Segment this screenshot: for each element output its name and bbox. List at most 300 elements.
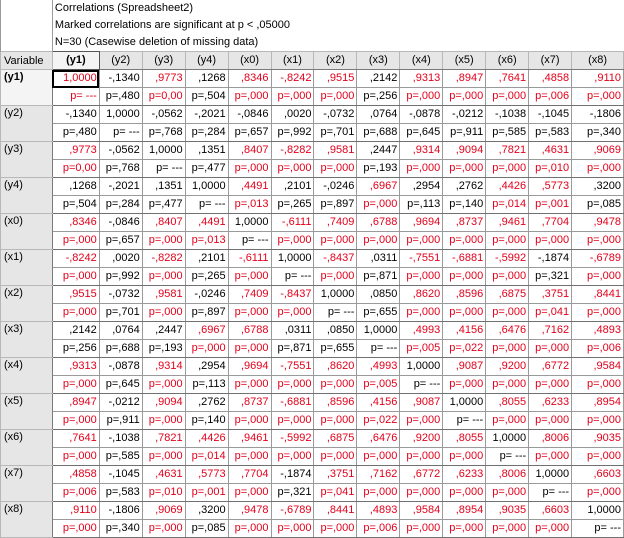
correlation-cell[interactable]: ,8596 bbox=[314, 394, 357, 412]
p-value-cell[interactable]: p=,000 bbox=[400, 88, 443, 106]
correlation-cell[interactable]: ,8407 bbox=[142, 214, 185, 232]
p-value-cell[interactable]: p=,000 bbox=[52, 448, 99, 466]
correlation-cell[interactable]: ,1351 bbox=[142, 178, 185, 196]
p-value-cell[interactable]: p=,022 bbox=[357, 412, 400, 430]
p-value-cell[interactable]: p=,000 bbox=[52, 412, 99, 430]
row-header[interactable]: (y1) bbox=[1, 70, 53, 106]
p-value-cell[interactable]: p=,000 bbox=[228, 448, 271, 466]
column-header[interactable]: (x7) bbox=[529, 52, 572, 70]
correlation-cell[interactable]: ,7162 bbox=[357, 466, 400, 484]
p-value-cell[interactable]: p=,193 bbox=[142, 340, 185, 358]
column-header[interactable]: (y3) bbox=[142, 52, 185, 70]
p-value-cell[interactable]: p=,000 bbox=[52, 268, 99, 286]
p-value-cell[interactable]: p=,000 bbox=[572, 412, 624, 430]
p-value-cell[interactable]: p=,006 bbox=[52, 484, 99, 502]
column-header[interactable]: (x3) bbox=[357, 52, 400, 70]
p-value-cell[interactable]: p=,000 bbox=[357, 232, 400, 250]
column-header[interactable]: (x0) bbox=[228, 52, 271, 70]
p-value-cell[interactable]: p=,645 bbox=[99, 376, 142, 394]
correlation-cell[interactable]: ,4858 bbox=[529, 70, 572, 88]
p-value-cell[interactable]: p=,284 bbox=[99, 196, 142, 214]
p-value-cell[interactable]: p=,256 bbox=[357, 88, 400, 106]
p-value-cell[interactable]: p=,000 bbox=[400, 160, 443, 178]
correlation-cell[interactable]: ,0764 bbox=[99, 322, 142, 340]
p-value-cell[interactable]: p=,583 bbox=[99, 484, 142, 502]
correlation-cell[interactable]: ,9584 bbox=[572, 358, 624, 376]
row-header[interactable]: (x8) bbox=[1, 502, 53, 538]
p-value-cell[interactable]: p=,000 bbox=[314, 232, 357, 250]
p-value-cell[interactable]: p=,897 bbox=[314, 196, 357, 214]
correlation-cell[interactable]: 1,0000 bbox=[486, 430, 529, 448]
p-value-cell[interactable]: p=,992 bbox=[99, 268, 142, 286]
correlation-cell[interactable]: ,9313 bbox=[52, 358, 99, 376]
row-header[interactable]: (x7) bbox=[1, 466, 53, 502]
p-value-cell[interactable]: p=,000 bbox=[314, 520, 357, 538]
correlation-cell[interactable]: ,6233 bbox=[443, 466, 486, 484]
p-value-cell[interactable]: p= --- bbox=[142, 160, 185, 178]
p-value-cell[interactable]: p= --- bbox=[400, 376, 443, 394]
correlation-cell[interactable]: ,8954 bbox=[443, 502, 486, 520]
correlation-cell[interactable]: ,9087 bbox=[400, 394, 443, 412]
p-value-cell[interactable]: p=,000 bbox=[228, 88, 271, 106]
p-value-cell[interactable]: p=,022 bbox=[443, 340, 486, 358]
correlation-cell[interactable]: -,2021 bbox=[99, 178, 142, 196]
p-value-cell[interactable]: p=,504 bbox=[52, 196, 99, 214]
correlation-cell[interactable]: -,2021 bbox=[185, 106, 228, 124]
row-header[interactable]: (y2) bbox=[1, 106, 53, 142]
p-value-cell[interactable]: p=,000 bbox=[400, 304, 443, 322]
correlation-cell[interactable]: -,0878 bbox=[400, 106, 443, 124]
p-value-cell[interactable]: p= --- bbox=[314, 304, 357, 322]
correlation-cell[interactable]: ,4893 bbox=[357, 502, 400, 520]
p-value-cell[interactable]: p=,041 bbox=[529, 304, 572, 322]
row-header[interactable]: (x4) bbox=[1, 358, 53, 394]
p-value-cell[interactable]: p= --- bbox=[52, 88, 99, 106]
correlation-cell[interactable]: ,6788 bbox=[357, 214, 400, 232]
p-value-cell[interactable]: p=,006 bbox=[357, 520, 400, 538]
p-value-cell[interactable]: p=,701 bbox=[99, 304, 142, 322]
correlation-cell[interactable]: -,0562 bbox=[99, 142, 142, 160]
p-value-cell[interactable]: p=,768 bbox=[99, 160, 142, 178]
correlation-cell[interactable]: ,9314 bbox=[400, 142, 443, 160]
column-header[interactable]: (y4) bbox=[185, 52, 228, 70]
correlation-cell[interactable]: -,0846 bbox=[228, 106, 271, 124]
correlation-cell[interactable]: -,6111 bbox=[228, 250, 271, 268]
correlation-cell[interactable]: ,2101 bbox=[271, 178, 314, 196]
p-value-cell[interactable]: p=,000 bbox=[142, 520, 185, 538]
column-header[interactable]: (y1) bbox=[52, 52, 99, 70]
p-value-cell[interactable]: p=,000 bbox=[400, 448, 443, 466]
p-value-cell[interactable]: p=,256 bbox=[52, 340, 99, 358]
correlation-cell[interactable]: -,0246 bbox=[185, 286, 228, 304]
correlation-cell[interactable]: -,1340 bbox=[99, 70, 142, 88]
correlation-cell[interactable]: -,6111 bbox=[271, 214, 314, 232]
correlation-cell[interactable]: -,7551 bbox=[271, 358, 314, 376]
correlation-cell[interactable]: ,8346 bbox=[228, 70, 271, 88]
p-value-cell[interactable]: p=,688 bbox=[99, 340, 142, 358]
p-value-cell[interactable]: p=,000 bbox=[486, 340, 529, 358]
correlation-cell[interactable]: 1,0000 bbox=[52, 70, 99, 88]
p-value-cell[interactable]: p=,000 bbox=[443, 268, 486, 286]
p-value-cell[interactable]: p=,000 bbox=[486, 484, 529, 502]
p-value-cell[interactable]: p=,897 bbox=[185, 304, 228, 322]
correlation-cell[interactable]: -,1806 bbox=[99, 502, 142, 520]
correlation-cell[interactable]: 1,0000 bbox=[357, 322, 400, 340]
row-header[interactable]: (x2) bbox=[1, 286, 53, 322]
p-value-cell[interactable]: p=,000 bbox=[486, 160, 529, 178]
p-value-cell[interactable]: p=,000 bbox=[357, 484, 400, 502]
p-value-cell[interactable]: p=,000 bbox=[572, 448, 624, 466]
p-value-cell[interactable]: p=,911 bbox=[99, 412, 142, 430]
p-value-cell[interactable]: p=,000 bbox=[142, 232, 185, 250]
column-header[interactable]: (x2) bbox=[314, 52, 357, 70]
correlation-cell[interactable]: -,8437 bbox=[314, 250, 357, 268]
correlation-cell[interactable]: ,3200 bbox=[572, 178, 624, 196]
correlation-cell[interactable]: ,4893 bbox=[572, 322, 624, 340]
p-value-cell[interactable]: p=,000 bbox=[314, 268, 357, 286]
correlation-cell[interactable]: 1,0000 bbox=[314, 286, 357, 304]
correlation-cell[interactable]: -,5992 bbox=[271, 430, 314, 448]
correlation-cell[interactable]: ,7409 bbox=[228, 286, 271, 304]
p-value-cell[interactable]: p=,000 bbox=[314, 88, 357, 106]
correlation-cell[interactable]: ,2142 bbox=[357, 70, 400, 88]
correlation-cell[interactable]: -,0246 bbox=[314, 178, 357, 196]
p-value-cell[interactable]: p=,006 bbox=[572, 340, 624, 358]
correlation-cell[interactable]: ,6967 bbox=[357, 178, 400, 196]
p-value-cell[interactable]: p=,000 bbox=[271, 520, 314, 538]
correlation-cell[interactable]: -,1038 bbox=[99, 430, 142, 448]
p-value-cell[interactable]: p=,000 bbox=[142, 412, 185, 430]
correlation-cell[interactable]: ,9515 bbox=[314, 70, 357, 88]
correlation-cell[interactable]: ,4491 bbox=[185, 214, 228, 232]
correlation-cell[interactable]: ,9313 bbox=[400, 70, 443, 88]
p-value-cell[interactable]: p=,000 bbox=[52, 232, 99, 250]
correlation-cell[interactable]: ,9478 bbox=[228, 502, 271, 520]
correlation-cell[interactable]: ,0850 bbox=[314, 322, 357, 340]
p-value-cell[interactable]: p=,477 bbox=[142, 196, 185, 214]
p-value-cell[interactable]: p=,014 bbox=[185, 448, 228, 466]
correlation-cell[interactable]: ,9461 bbox=[486, 214, 529, 232]
row-header[interactable]: (x1) bbox=[1, 250, 53, 286]
correlation-cell[interactable]: ,9200 bbox=[486, 358, 529, 376]
p-value-cell[interactable]: p=,321 bbox=[529, 268, 572, 286]
correlation-cell[interactable]: ,5773 bbox=[185, 466, 228, 484]
p-value-cell[interactable]: p=,013 bbox=[228, 196, 271, 214]
p-value-cell[interactable]: p=,000 bbox=[228, 484, 271, 502]
p-value-cell[interactable]: p=,000 bbox=[486, 232, 529, 250]
correlation-cell[interactable]: ,9094 bbox=[443, 142, 486, 160]
p-value-cell[interactable]: p=,000 bbox=[228, 376, 271, 394]
p-value-cell[interactable]: p=,265 bbox=[271, 196, 314, 214]
row-header[interactable]: (y4) bbox=[1, 178, 53, 214]
variable-column-header[interactable]: Variable bbox=[1, 52, 53, 70]
correlation-cell[interactable]: ,8055 bbox=[443, 430, 486, 448]
correlation-cell[interactable]: -,1340 bbox=[52, 106, 99, 124]
correlation-cell[interactable]: ,8620 bbox=[400, 286, 443, 304]
correlation-cell[interactable]: ,9515 bbox=[52, 286, 99, 304]
correlation-cell[interactable]: ,3751 bbox=[529, 286, 572, 304]
p-value-cell[interactable]: p=,001 bbox=[185, 484, 228, 502]
correlation-cell[interactable]: ,6603 bbox=[529, 502, 572, 520]
p-value-cell[interactable]: p=,000 bbox=[228, 520, 271, 538]
p-value-cell[interactable]: p=,911 bbox=[443, 124, 486, 142]
p-value-cell[interactable]: p=,000 bbox=[572, 232, 624, 250]
correlation-cell[interactable]: ,8596 bbox=[443, 286, 486, 304]
p-value-cell[interactable]: p=,000 bbox=[443, 232, 486, 250]
p-value-cell[interactable]: p=,000 bbox=[486, 412, 529, 430]
p-value-cell[interactable]: p=,000 bbox=[271, 232, 314, 250]
correlation-cell[interactable]: ,6875 bbox=[314, 430, 357, 448]
correlation-cell[interactable]: ,9581 bbox=[314, 142, 357, 160]
correlation-cell[interactable]: ,9314 bbox=[142, 358, 185, 376]
p-value-cell[interactable]: p=,340 bbox=[572, 124, 624, 142]
p-value-cell[interactable]: p=,585 bbox=[486, 124, 529, 142]
correlation-cell[interactable]: ,9478 bbox=[572, 214, 624, 232]
p-value-cell[interactable]: p=,000 bbox=[271, 448, 314, 466]
correlation-cell[interactable]: ,9035 bbox=[572, 430, 624, 448]
correlation-cell[interactable]: ,1351 bbox=[185, 142, 228, 160]
p-value-cell[interactable]: p=,113 bbox=[185, 376, 228, 394]
p-value-cell[interactable]: p= --- bbox=[271, 268, 314, 286]
p-value-cell[interactable]: p=,265 bbox=[185, 268, 228, 286]
correlation-cell[interactable]: 1,0000 bbox=[185, 178, 228, 196]
correlation-cell[interactable]: ,0311 bbox=[357, 250, 400, 268]
p-value-cell[interactable]: p=,000 bbox=[572, 160, 624, 178]
p-value-cell[interactable]: p=,992 bbox=[271, 124, 314, 142]
correlation-cell[interactable]: ,9694 bbox=[228, 358, 271, 376]
correlation-cell[interactable]: ,9581 bbox=[142, 286, 185, 304]
p-value-cell[interactable]: p=,085 bbox=[572, 196, 624, 214]
correlation-cell[interactable]: 1,0000 bbox=[228, 214, 271, 232]
correlation-cell[interactable]: ,1268 bbox=[52, 178, 99, 196]
correlation-cell[interactable]: ,6967 bbox=[185, 322, 228, 340]
p-value-cell[interactable]: p= --- bbox=[357, 340, 400, 358]
column-header[interactable]: (x8) bbox=[572, 52, 624, 70]
p-value-cell[interactable]: p=,284 bbox=[185, 124, 228, 142]
correlation-cell[interactable]: ,8055 bbox=[486, 394, 529, 412]
correlation-cell[interactable]: ,2101 bbox=[185, 250, 228, 268]
correlation-cell[interactable]: ,6875 bbox=[486, 286, 529, 304]
correlation-cell[interactable]: ,4631 bbox=[529, 142, 572, 160]
correlation-cell[interactable]: ,7704 bbox=[529, 214, 572, 232]
p-value-cell[interactable]: p=,000 bbox=[52, 304, 99, 322]
p-value-cell[interactable]: p=,000 bbox=[443, 88, 486, 106]
p-value-cell[interactable]: p=,000 bbox=[572, 484, 624, 502]
p-value-cell[interactable]: p= --- bbox=[228, 232, 271, 250]
correlation-cell[interactable]: ,4858 bbox=[52, 466, 99, 484]
p-value-cell[interactable]: p=,000 bbox=[572, 376, 624, 394]
correlation-cell[interactable]: ,9461 bbox=[228, 430, 271, 448]
correlation-cell[interactable]: -,1045 bbox=[99, 466, 142, 484]
correlation-cell[interactable]: ,9694 bbox=[400, 214, 443, 232]
correlation-cell[interactable]: ,6772 bbox=[529, 358, 572, 376]
p-value-cell[interactable]: p=,140 bbox=[185, 412, 228, 430]
p-value-cell[interactable]: p=,000 bbox=[443, 448, 486, 466]
p-value-cell[interactable]: p=,000 bbox=[142, 448, 185, 466]
column-header[interactable]: (x6) bbox=[486, 52, 529, 70]
correlation-cell[interactable]: ,4993 bbox=[400, 322, 443, 340]
correlation-cell[interactable]: 1,0000 bbox=[400, 358, 443, 376]
correlation-cell[interactable]: -,8437 bbox=[271, 286, 314, 304]
correlation-cell[interactable]: ,9110 bbox=[572, 70, 624, 88]
p-value-cell[interactable]: p=,655 bbox=[357, 304, 400, 322]
p-value-cell[interactable]: p=,000 bbox=[271, 304, 314, 322]
p-value-cell[interactable]: p=,000 bbox=[529, 376, 572, 394]
correlation-cell[interactable]: -,0732 bbox=[314, 106, 357, 124]
correlation-cell[interactable]: -,8242 bbox=[52, 250, 99, 268]
correlation-cell[interactable]: -,0212 bbox=[443, 106, 486, 124]
p-value-cell[interactable]: p=,000 bbox=[400, 412, 443, 430]
p-value-cell[interactable]: p=,480 bbox=[52, 124, 99, 142]
p-value-cell[interactable]: p=,000 bbox=[572, 304, 624, 322]
row-header[interactable]: (x6) bbox=[1, 430, 53, 466]
correlation-cell[interactable]: ,7641 bbox=[486, 70, 529, 88]
correlation-cell[interactable]: ,6788 bbox=[228, 322, 271, 340]
correlation-cell[interactable]: ,4426 bbox=[486, 178, 529, 196]
correlation-cell[interactable]: -,5992 bbox=[486, 250, 529, 268]
p-value-cell[interactable]: p=,193 bbox=[357, 160, 400, 178]
p-value-cell[interactable]: p=,113 bbox=[400, 196, 443, 214]
p-value-cell[interactable]: p=,000 bbox=[529, 412, 572, 430]
correlation-cell[interactable]: ,7704 bbox=[228, 466, 271, 484]
p-value-cell[interactable]: p=,000 bbox=[228, 304, 271, 322]
correlation-cell[interactable]: -,8282 bbox=[271, 142, 314, 160]
p-value-cell[interactable]: p=,871 bbox=[271, 340, 314, 358]
p-value-cell[interactable]: p=,000 bbox=[314, 412, 357, 430]
p-value-cell[interactable]: p= --- bbox=[443, 412, 486, 430]
p-value-cell[interactable]: p=,000 bbox=[443, 376, 486, 394]
p-value-cell[interactable]: p=,005 bbox=[400, 340, 443, 358]
p-value-cell[interactable]: p=,000 bbox=[228, 160, 271, 178]
correlation-cell[interactable]: ,8441 bbox=[314, 502, 357, 520]
p-value-cell[interactable]: p=,583 bbox=[529, 124, 572, 142]
correlation-cell[interactable]: ,9035 bbox=[486, 502, 529, 520]
p-value-cell[interactable]: p=,000 bbox=[400, 232, 443, 250]
correlation-cell[interactable]: 1,0000 bbox=[572, 502, 624, 520]
p-value-cell[interactable]: p=,701 bbox=[314, 124, 357, 142]
correlation-cell[interactable]: 1,0000 bbox=[142, 142, 185, 160]
p-value-cell[interactable]: p=,000 bbox=[228, 340, 271, 358]
correlation-cell[interactable]: ,2954 bbox=[185, 358, 228, 376]
p-value-cell[interactable]: p=,000 bbox=[400, 520, 443, 538]
p-value-cell[interactable]: p=,000 bbox=[443, 484, 486, 502]
correlation-cell[interactable]: ,6476 bbox=[357, 430, 400, 448]
correlation-cell[interactable]: ,2762 bbox=[443, 178, 486, 196]
correlation-cell[interactable]: ,2954 bbox=[400, 178, 443, 196]
p-value-cell[interactable]: p=,768 bbox=[142, 124, 185, 142]
correlation-cell[interactable]: ,6603 bbox=[572, 466, 624, 484]
p-value-cell[interactable]: p=,000 bbox=[142, 268, 185, 286]
p-value-cell[interactable]: p= --- bbox=[486, 448, 529, 466]
p-value-cell[interactable]: p=,000 bbox=[486, 268, 529, 286]
p-value-cell[interactable]: p=,000 bbox=[271, 88, 314, 106]
p-value-cell[interactable]: p=,000 bbox=[572, 268, 624, 286]
p-value-cell[interactable]: p= --- bbox=[572, 520, 624, 538]
p-value-cell[interactable]: p=,655 bbox=[314, 340, 357, 358]
p-value-cell[interactable]: p=,000 bbox=[142, 376, 185, 394]
p-value-cell[interactable]: p=,041 bbox=[314, 484, 357, 502]
p-value-cell[interactable]: p=,688 bbox=[357, 124, 400, 142]
correlation-cell[interactable]: ,3751 bbox=[314, 466, 357, 484]
correlation-cell[interactable]: -,1874 bbox=[271, 466, 314, 484]
p-value-cell[interactable]: p=,000 bbox=[185, 340, 228, 358]
column-header[interactable]: (x4) bbox=[400, 52, 443, 70]
p-value-cell[interactable]: p=,000 bbox=[443, 304, 486, 322]
column-header[interactable]: (x5) bbox=[443, 52, 486, 70]
correlation-cell[interactable]: ,2762 bbox=[185, 394, 228, 412]
correlation-cell[interactable]: -,0878 bbox=[99, 358, 142, 376]
correlation-cell[interactable]: ,7409 bbox=[314, 214, 357, 232]
p-value-cell[interactable]: p=,000 bbox=[486, 376, 529, 394]
p-value-cell[interactable]: p=,340 bbox=[99, 520, 142, 538]
correlation-cell[interactable]: ,0850 bbox=[357, 286, 400, 304]
correlation-cell[interactable]: ,8346 bbox=[52, 214, 99, 232]
correlation-cell[interactable]: ,8947 bbox=[443, 70, 486, 88]
correlation-cell[interactable]: 1,0000 bbox=[529, 466, 572, 484]
p-value-cell[interactable]: p=,657 bbox=[99, 232, 142, 250]
p-value-cell[interactable]: p=,005 bbox=[357, 376, 400, 394]
correlation-cell[interactable]: ,6772 bbox=[400, 466, 443, 484]
p-value-cell[interactable]: p=,140 bbox=[443, 196, 486, 214]
p-value-cell[interactable]: p=,000 bbox=[529, 232, 572, 250]
correlation-cell[interactable]: 1,0000 bbox=[99, 106, 142, 124]
correlation-cell[interactable]: ,0020 bbox=[271, 106, 314, 124]
p-value-cell[interactable]: p= --- bbox=[99, 124, 142, 142]
correlation-cell[interactable]: ,4426 bbox=[185, 430, 228, 448]
correlation-cell[interactable]: ,4156 bbox=[443, 322, 486, 340]
correlation-cell[interactable]: ,5773 bbox=[529, 178, 572, 196]
correlation-cell[interactable]: ,2447 bbox=[357, 142, 400, 160]
correlation-cell[interactable]: -,6789 bbox=[572, 250, 624, 268]
p-value-cell[interactable]: p=,010 bbox=[529, 160, 572, 178]
p-value-cell[interactable]: p=,657 bbox=[228, 124, 271, 142]
p-value-cell[interactable]: p=,000 bbox=[142, 304, 185, 322]
correlation-cell[interactable]: ,7821 bbox=[486, 142, 529, 160]
correlation-cell[interactable]: ,8407 bbox=[228, 142, 271, 160]
correlation-cell[interactable]: ,9069 bbox=[142, 502, 185, 520]
correlation-cell[interactable]: ,7821 bbox=[142, 430, 185, 448]
correlation-cell[interactable]: 1,0000 bbox=[443, 394, 486, 412]
p-value-cell[interactable]: p=,585 bbox=[99, 448, 142, 466]
p-value-cell[interactable]: p=,000 bbox=[443, 520, 486, 538]
correlation-cell[interactable]: ,9773 bbox=[52, 142, 99, 160]
correlation-cell[interactable]: ,6233 bbox=[529, 394, 572, 412]
correlation-cell[interactable]: -,8242 bbox=[271, 70, 314, 88]
correlation-cell[interactable]: ,2447 bbox=[142, 322, 185, 340]
p-value-cell[interactable]: p=,000 bbox=[486, 520, 529, 538]
correlation-cell[interactable]: ,0020 bbox=[99, 250, 142, 268]
p-value-cell[interactable]: p=,000 bbox=[52, 520, 99, 538]
p-value-cell[interactable]: p=,321 bbox=[271, 484, 314, 502]
correlation-cell[interactable]: ,2142 bbox=[52, 322, 99, 340]
p-value-cell[interactable]: p=,000 bbox=[271, 412, 314, 430]
p-value-cell[interactable]: p= --- bbox=[529, 484, 572, 502]
p-value-cell[interactable]: p=,006 bbox=[529, 88, 572, 106]
correlation-cell[interactable]: -,0846 bbox=[99, 214, 142, 232]
p-value-cell[interactable]: p=,000 bbox=[271, 160, 314, 178]
p-value-cell[interactable]: p=,480 bbox=[99, 88, 142, 106]
correlation-cell[interactable]: ,9110 bbox=[52, 502, 99, 520]
p-value-cell[interactable]: p=0,00 bbox=[52, 160, 99, 178]
p-value-cell[interactable]: p=,010 bbox=[142, 484, 185, 502]
correlation-cell[interactable]: ,8006 bbox=[529, 430, 572, 448]
correlation-cell[interactable]: ,9087 bbox=[443, 358, 486, 376]
correlation-cell[interactable]: ,0311 bbox=[271, 322, 314, 340]
column-header[interactable]: (x1) bbox=[271, 52, 314, 70]
correlation-cell[interactable]: -,1806 bbox=[572, 106, 624, 124]
row-header[interactable]: (x3) bbox=[1, 322, 53, 358]
p-value-cell[interactable]: p=,085 bbox=[185, 520, 228, 538]
